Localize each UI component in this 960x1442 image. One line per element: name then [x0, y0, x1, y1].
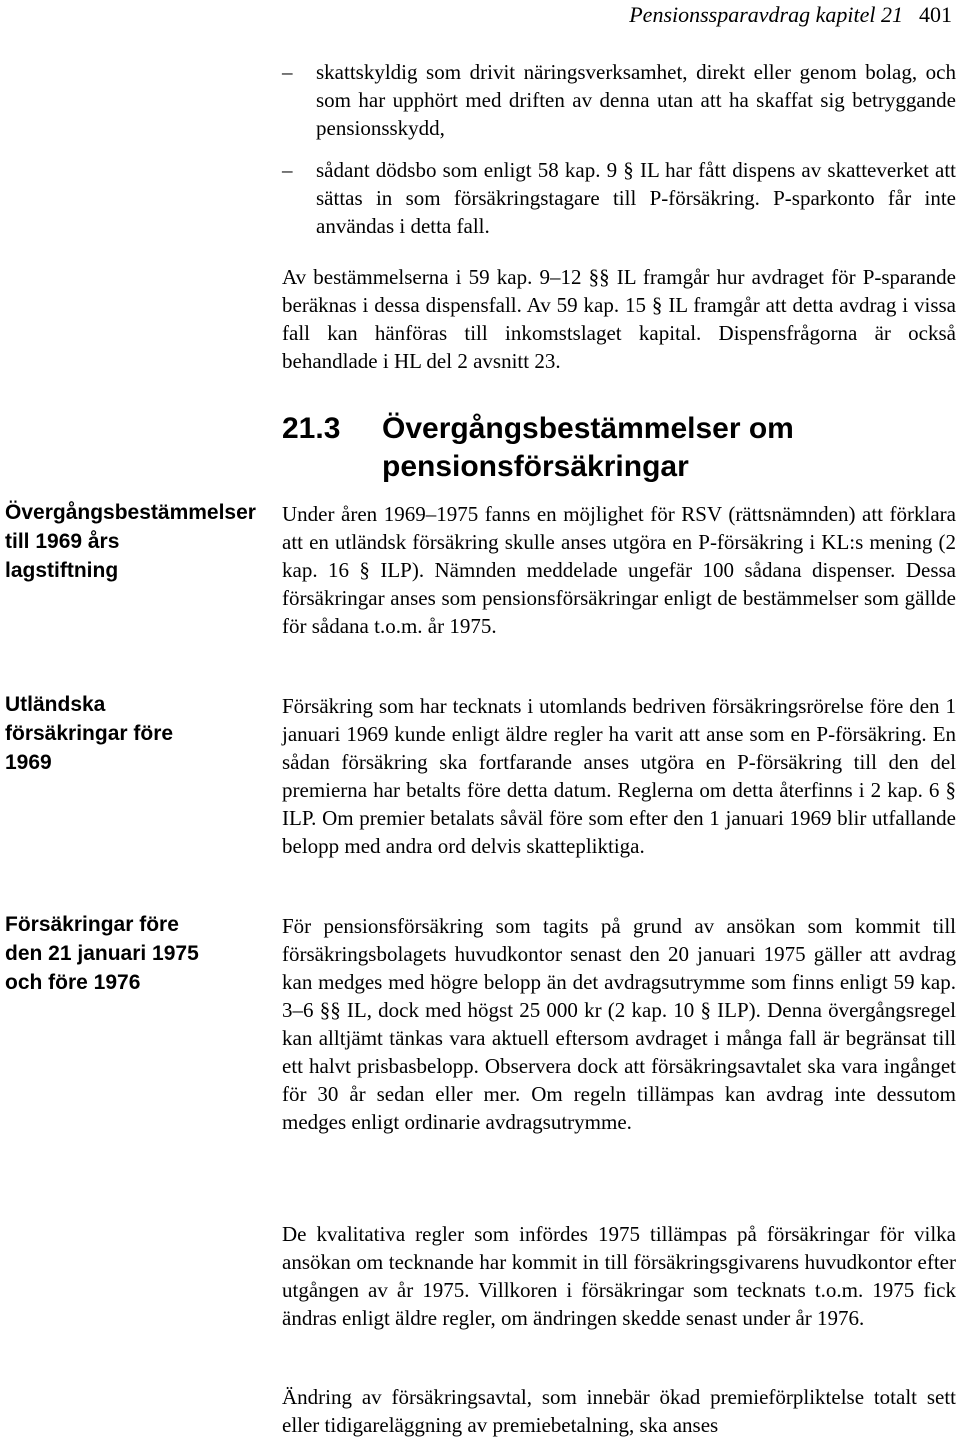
dash-marker: – [282, 60, 293, 84]
dash-list-item [282, 156, 956, 240]
paragraph-text: Ändring av försäkringsavtal, som innebär ökad premieförpliktelse totalt sett eller tidigareläggning av premiebetalning, ska anses [282, 1385, 956, 1437]
dash-item-text: skattskyldig som drivit näringsverksamhet, direkt eller genom bolag, och som har upphört med driften av denna utan att ha skaffat sig betryggande pensionsskydd, [316, 60, 956, 140]
dash-list-item [282, 58, 956, 142]
margin-note: Övergångsbestämmelser till 1969 års lagstiftning [5, 501, 256, 582]
section-number: 21.3 [282, 412, 341, 445]
paragraph-text: Försäkring som har tecknats i utomlands bedriven försäkringsrörelse före den 1 januari 1969 kunde enligt äldre regler ha varit att anse som en P-försäkring. En sådan försäkring ska fortfarande anses utgöra en P-försäkring till den del premierna har betalts före detta datum. Reglerna om detta återfinns i 2 kap. 6 § ILP. Om premier betalats såväl före som efter den 1 januari 1969 blir utfallande belopp med andra ord delvis skattepliktiga. [282, 694, 956, 858]
intro-block [282, 263, 956, 375]
dash-item-text: sådant dödsbo som enligt 58 kap. 9 § IL har fått dispens av skatteverket att sättas in som försäkringstagare till P-försäkring. P-sparkonto får inte användas i detta fall. [316, 158, 956, 238]
margin-note: Försäkringar före den 21 januari 1975 och före 1976 [5, 913, 199, 994]
body-paragraph [282, 1383, 956, 1439]
intro-paragraph: Av bestämmelserna i 59 kap. 9–12 §§ IL framgår hur avdraget för P-sparande beräknas i dessa dispensfall. Av 59 kap. 15 § IL framgår att detta avdrag i vissa fall kan hänföras till inkomstslaget kapital. Dispensfrågorna är också behandlade i HL del 2 avsnitt 23. [282, 265, 956, 373]
body-paragraph [282, 912, 956, 1136]
body-paragraph [282, 1220, 956, 1332]
section-title: Övergångsbestämmelser om pensionsförsäkringar [382, 412, 794, 483]
paragraph-text: De kvalitativa regler som infördes 1975 tillämpas på försäkringar för vilka ansökan om tecknande har kommit in till försäkringsgivarens huvudkontor efter utgången av år 1975. Villkoren i försäkringar som tecknats t.o.m. 1975 fick ändras enligt äldre regler, om ändringen skedde senast under år 1976. [282, 1222, 956, 1330]
section-heading [282, 410, 956, 486]
running-header [629, 0, 952, 30]
running-header-title: Pensionssparavdrag kapitel 21 [629, 2, 903, 27]
margin-note: Utländska försäkringar före 1969 [5, 693, 174, 774]
paragraph-text: För pensionsförsäkring som tagits på grund av ansökan som kommit till försäkringsbolagets huvudkontor senast den 20 januari 1975 gäller att avdrag kan medges med högre belopp än det avdragsutrymme som finns enligt 59 kap. 3–6 §§ IL, dock med högst 25 000 kr (2 kap. 10 § ILP). Denna övergångsregel kan alltjämt tänkas vara aktuell eftersom avdraget i många fall är begränsat till ett halvt prisbasbelopp. Observera dock att försäkringsavtalet ska vara ingånget för 30 år sedan eller mer. Om regeln tillämpas kan avdrag inte dessutom medges enligt ordinarie avdragsutrymme. [282, 914, 956, 1134]
paragraph-text: Under åren 1969–1975 fanns en möjlighet för RSV (rättsnämnden) att förklara att en utländsk försäkring skulle anses utgöra en P-försäkring i KL:s mening (2 kap. 16 § ILP). Nämnden meddelade ungefär 100 sådana dispenser. Dessa försäkringar anses som pensionsförsäkringar enligt de bestämmelser som gällde för sådana t.o.m. år 1975. [282, 502, 956, 638]
page-number: 401 [919, 2, 952, 27]
dash-marker: – [282, 158, 293, 182]
dash-list [282, 58, 956, 240]
body-paragraph [282, 500, 956, 640]
body-paragraph [282, 692, 956, 860]
